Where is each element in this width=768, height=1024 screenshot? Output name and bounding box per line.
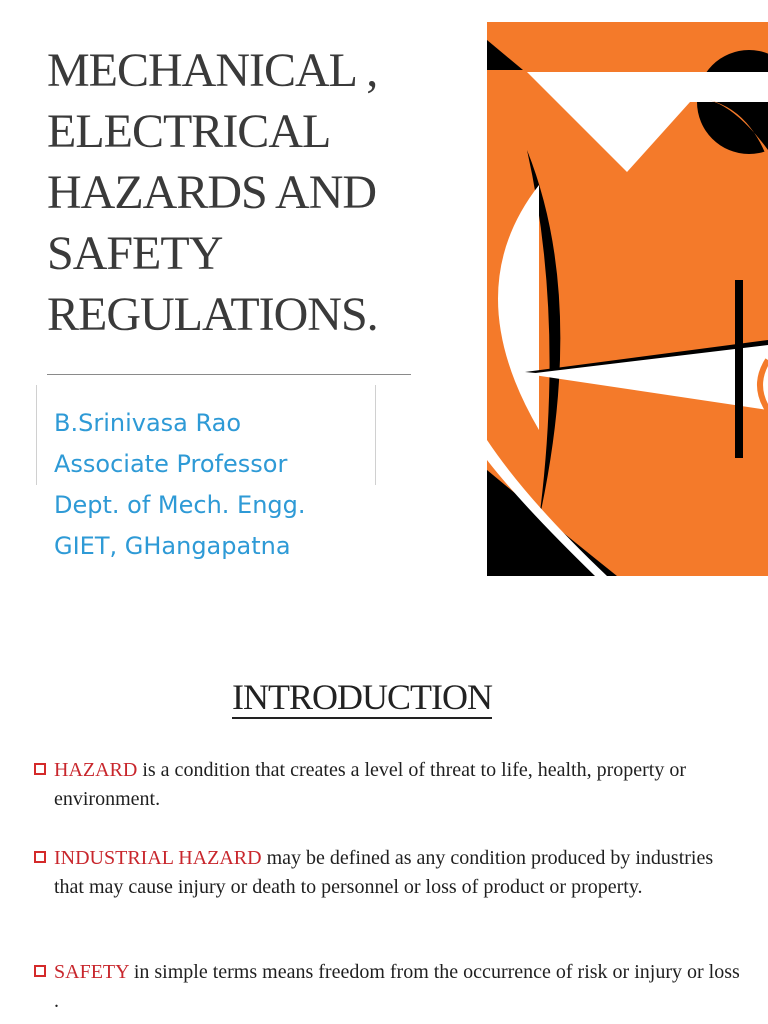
title-line: SAFETY	[47, 227, 223, 280]
author-block	[54, 403, 306, 567]
introduction-heading	[0, 676, 724, 718]
bullet-definition: may be defined as any condition produced by industries that may cause injury or death to personnel or loss of product or property.	[54, 847, 714, 898]
author-position: Associate Professor	[54, 450, 288, 478]
author-department: Dept. of Mech. Engg.	[54, 491, 306, 519]
bullet-keyword: SAFETY	[54, 961, 129, 983]
introduction-slide	[0, 640, 768, 1024]
art-black-vertical-bar	[735, 280, 743, 458]
bullet-definition: in simple terms means freedom from the occurrence of risk or injury or loss .	[54, 961, 740, 1012]
slide-title	[47, 40, 447, 345]
abstract-artwork	[487, 0, 768, 576]
introduction-heading-text: INTRODUCTION	[232, 677, 492, 717]
author-name: B.Srinivasa Rao	[54, 409, 242, 437]
abstract-artwork-svg	[487, 0, 768, 576]
bullet-keyword: INDUSTRIAL HAZARD	[54, 847, 262, 869]
bullet-text	[34, 958, 744, 1016]
art-white-strip	[687, 72, 768, 102]
title-divider	[47, 374, 411, 375]
title-line: ELECTRICAL	[47, 105, 331, 158]
title-line: MECHANICAL ,	[47, 44, 378, 97]
bullet-safety	[34, 958, 744, 1016]
bullet-hazard	[34, 756, 744, 814]
bullet-industrial-hazard	[34, 844, 744, 902]
bullet-text	[34, 844, 744, 902]
author-institution: GIET, GHangapatna	[54, 532, 291, 560]
title-line: REGULATIONS.	[47, 288, 378, 341]
art-top-white-bar	[487, 0, 768, 22]
checkbox-bullet-icon	[34, 851, 46, 863]
title-line: HAZARDS AND	[47, 166, 377, 219]
checkbox-bullet-icon	[34, 965, 46, 977]
bullet-keyword: HAZARD	[54, 759, 138, 781]
checkbox-bullet-icon	[34, 763, 46, 775]
bullet-text	[34, 756, 744, 814]
bullet-definition: is a condition that creates a level of threat to life, health, property or environment.	[54, 759, 687, 810]
